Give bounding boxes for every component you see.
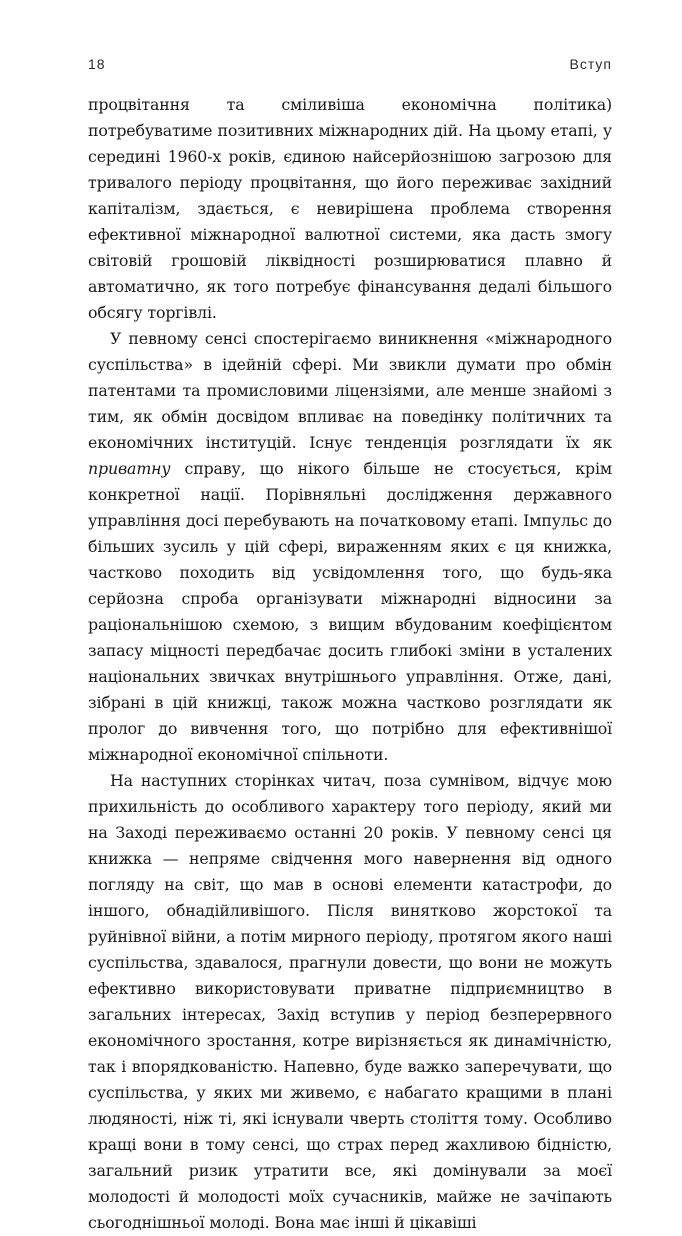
- emphasized-word: приватну: [88, 459, 171, 478]
- section-title: Вступ: [569, 56, 612, 72]
- body-text: [88, 92, 612, 1236]
- paragraph-3: На наступних сторінках читач, поза сумнівом, відчує мою прихильність до особливого характеру того періоду, який ми на Заході переживаємо останні 20 років. У певному сенсі ця книжка — непряме свідчення мого навернення від одного погляду на світ, що мав в основі елементи катастрофи, до іншого, обнадійливішого. Після винятково жорстокої та руйнівної війни, а потім мирного періоду, протягом якого наші суспільства, здавалося, прагнули довести, що вони не можуть ефективно використовувати приватне підприємництво в загальних інтересах, Захід вступив у період безперервного економічного зростання, котре вирізняється як динамічністю, так і впорядкованістю. Напевно, буде важко заперечувати, що суспільства, у яких ми живемо, є набагато кращими в плані людяності, ніж ті, які існували чверть століття тому. Особливо кращі вони в тому сенсі, що страх перед жахливою бідністю, загальний ризик утратити все, які домінували за моєї молодості й молодості моїх сучасників, майже не зачіпають сьогоднішньої молоді. Вона має інші й цікавіші: [88, 771, 612, 1232]
- paragraph-2-part-2: справу, що нікого більше не стосується, крім конкретної нації. Порівняльні дослідження державного управління досі перебувають на початковому етапі. Імпульс до більших зусиль у цій сфері, вираженням яких є ця книжка, частково походить від усвідомлення того, що будь-яка серйозна спроба організувати міжнародні відносини за раціональнішою схемою, з вищим вбудованим коефіцієнтом запасу міцності передбачає досить глибокі зміни в усталених національних звичках внутрішнього управління. Отже, дані, зібрані в цій книжці, також можна частково розглядати як пролог до вивчення того, що потрібно для ефективнішої міжнародної економічної спільноти.: [88, 459, 612, 764]
- page-number: 18: [88, 56, 106, 72]
- paragraph-1: процвітання та сміливіша економічна політика) потребуватиме позитивних міжнародних дій. На цьому етапі, у середині 1960-х років, єдиною найсерйознішою загрозою для тривалого періоду процвітання, що його переживає західний капіталізм, здається, є невирішена проблема створення ефективної міжнародної валютної системи, яка дасть змогу світовій грошовій ліквідності розширюватися плавно й автоматично, як того потребує фінансування дедалі більшого обсягу торгівлі.: [88, 95, 612, 322]
- paragraph-2: [88, 326, 612, 768]
- paragraph-2-part-1: У певному сенсі спостерігаємо виникнення «міжнародного суспільства» в ідейній сфері. Ми звикли думати про обмін патентами та промисловими ліцензіями, але менше знайомі з тим, як обмін досвідом впливає на поведінку політичних та економічних інституцій. Існує тенденція розглядати їх як: [88, 329, 612, 452]
- running-head: [88, 56, 612, 76]
